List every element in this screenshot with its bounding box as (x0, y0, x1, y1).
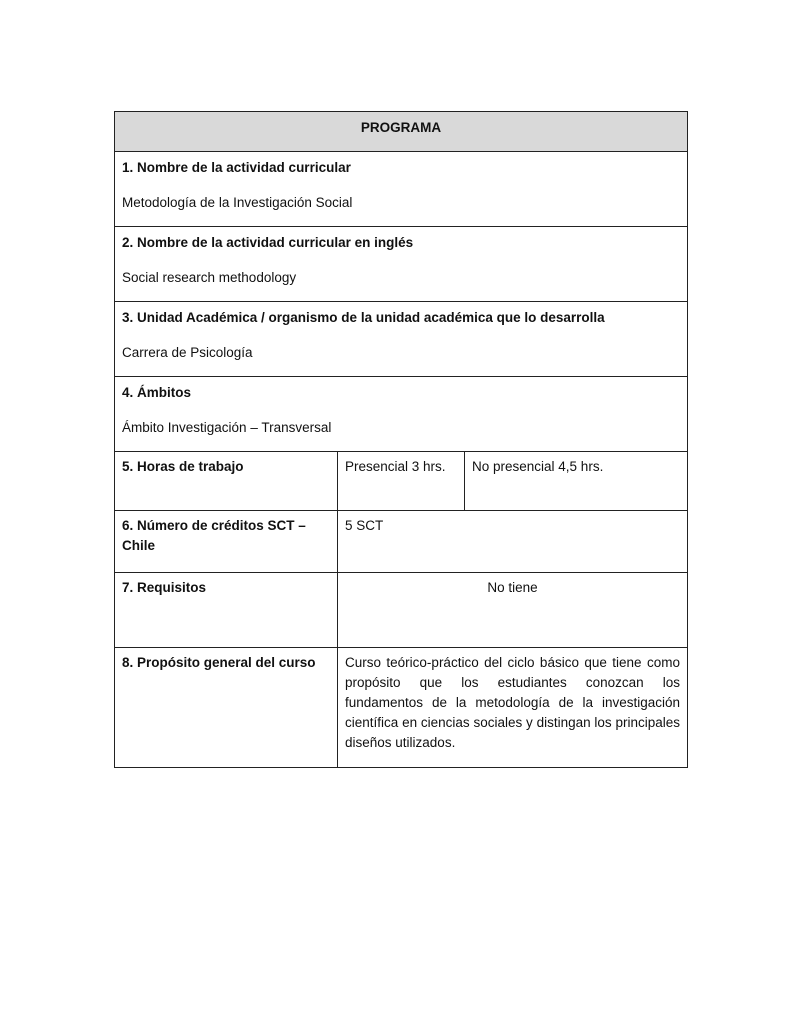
row-value: Metodología de la Investigación Social (122, 195, 353, 210)
horas-presencial: Presencial 3 hrs. (338, 452, 465, 511)
header-row (115, 112, 688, 152)
row-value: Carrera de Psicología (122, 345, 253, 360)
row-horas (115, 452, 688, 511)
programa-table (114, 111, 688, 768)
row-label: 2. Nombre de la actividad curricular en inglés (122, 235, 414, 250)
requisitos-value: No tiene (338, 573, 688, 648)
row-creditos (115, 511, 688, 573)
requisitos-label: 7. Requisitos (115, 573, 338, 648)
creditos-value: 5 SCT (338, 511, 688, 573)
row-label: 1. Nombre de la actividad curricular (122, 160, 351, 175)
horas-no-presencial: No presencial 4,5 hrs. (465, 452, 688, 511)
row-value: Social research methodology (122, 270, 297, 285)
proposito-label: 8. Propósito general del curso (115, 648, 338, 768)
horas-label: 5. Horas de trabajo (115, 452, 338, 511)
row-nombre-ingles (115, 227, 688, 302)
row-label: 3. Unidad Académica / organismo de la unidad académica que lo desarrolla (122, 310, 605, 325)
table-header: PROGRAMA (115, 112, 688, 152)
row-proposito (115, 648, 688, 768)
proposito-value: Curso teórico-práctico del ciclo básico que tiene como propósito que los estudiantes conozcan los fundamentos de la metodología de la investigación científica en ciencias sociales y distingan los principales diseños utilizados. (338, 648, 688, 768)
creditos-label: 6. Número de créditos SCT – Chile (115, 511, 338, 573)
row-requisitos (115, 573, 688, 648)
row-value: Ámbito Investigación – Transversal (122, 420, 332, 435)
row-nombre (115, 152, 688, 227)
row-unidad (115, 302, 688, 377)
row-label: 4. Ámbitos (122, 385, 192, 400)
row-ambitos (115, 377, 688, 452)
